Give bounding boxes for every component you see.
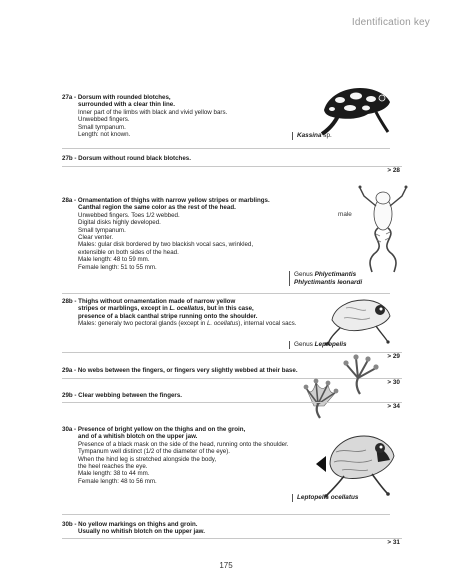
couplet-28b-heading-3: presence of a black canthal stripe running onto the shoulder. xyxy=(78,312,258,320)
couplet-28a-heading-2: Canthal region the same color as the rest of the head. xyxy=(78,204,236,212)
separator-27 xyxy=(62,148,390,149)
page-number: 175 xyxy=(219,561,233,570)
phlyctimantis-caption-genus-line xyxy=(294,271,362,279)
kassina-caption-sp: sp. xyxy=(321,132,332,139)
couplet-27a-line-3: Small tympanum. xyxy=(78,123,126,131)
couplet-30a-line-2: Tympanum well distinct (1/2 of the diameter of the eye). xyxy=(78,448,231,456)
separator-28b xyxy=(62,352,402,353)
separator-29b xyxy=(62,402,402,403)
couplet-29a-heading: 29a - No webs between the fingers, or fingers very slightly webbed at their base. xyxy=(62,367,298,374)
leptopelis-caption-prefix: Genus xyxy=(294,341,315,348)
couplet-28b-next: > 29 xyxy=(387,353,400,360)
couplet-30a-heading-2: and of a whitish blotch on the upper jaw. xyxy=(78,433,198,441)
couplet-28b-heading-2-a: stripes or marblings, except in xyxy=(78,305,168,313)
separator-30 xyxy=(62,514,390,515)
couplet-28b-line-1-b: ), internal vocal sacs. xyxy=(238,320,297,328)
fingers-webbed-illustration xyxy=(298,378,342,420)
leptopelis-caption-genus: Leptopelis xyxy=(314,341,347,348)
couplet-30a-line-1: Presence of a black mask on the side of the head, running onto the shoulder. xyxy=(78,440,289,448)
couplet-30b-heading-1: 30b - No yellow markings on thighs and groin. xyxy=(62,521,198,528)
couplet-28a-line-4: Clear venter. xyxy=(78,234,114,242)
leptopelis-caption xyxy=(289,341,347,349)
couplet-30a-line-3: When the hind leg is stretched alongside the body, xyxy=(78,455,217,463)
running-header: Identification key xyxy=(351,17,430,28)
couplet-27b xyxy=(62,155,362,162)
couplet-28a xyxy=(62,197,362,271)
phlyctimantis-caption-genus: Phlyctimantis xyxy=(314,271,357,278)
couplet-28a-line-5: Males: gular disk bordered by two blackish vocal sacs, wrinkled, xyxy=(78,241,254,249)
phlyctimantis-caption-prefix: Genus xyxy=(294,271,315,278)
kassina-caption xyxy=(292,132,332,140)
couplet-28b-heading-2-italic: L. ocellatus xyxy=(169,305,204,313)
couplet-27b-next: > 28 xyxy=(387,167,400,174)
couplet-30b-heading-2: Usually no whitish blotch on the upper jaw. xyxy=(78,528,205,536)
couplet-27a-line-4: Length: not known. xyxy=(78,131,131,139)
couplet-30b-next: > 31 xyxy=(387,539,400,546)
phlyctimantis-caption-species-line xyxy=(294,279,362,287)
couplet-28b-heading-2-b: , but in this case, xyxy=(203,305,254,313)
couplet-28a-heading-1: 28a - Ornamentation of thighs with narrow yellow stripes or marblings. xyxy=(62,197,270,204)
separator-27b xyxy=(62,166,402,167)
couplet-27a-heading-1: 27a - Dorsum with rounded blotches, xyxy=(62,94,171,101)
couplet-27a-heading-2: surrounded with a clear thin line. xyxy=(78,101,175,109)
phlyctimantis-caption xyxy=(289,271,362,286)
couplet-29a-next: > 30 xyxy=(387,379,400,386)
leptopelis-ocellatus-caption xyxy=(292,494,358,502)
fingers-no-webbing-illustration xyxy=(338,354,382,396)
male-label: male xyxy=(338,211,352,218)
couplet-28a-line-3: Small tympanum. xyxy=(78,226,126,234)
kassina-caption-genus: Kassina xyxy=(297,132,322,139)
leptopelis-ocellatus-illustration xyxy=(316,418,402,498)
couplet-30b xyxy=(62,521,362,536)
couplet-28a-line-6: extensible on both sides of the head. xyxy=(78,248,179,256)
couplet-29b-heading: 29b - Clear webbing between the fingers. xyxy=(62,392,182,399)
kassina-frog-illustration xyxy=(316,76,396,136)
couplet-28a-line-2: Digital disks highly developed. xyxy=(78,219,161,227)
couplet-27a-line-1: Inner part of the limbs with black and vivid yellow bars. xyxy=(78,108,228,116)
couplet-28a-line-8: Female length: 51 to 55 mm. xyxy=(78,263,157,271)
leptopelis-frog-illustration xyxy=(326,290,396,346)
couplet-29a xyxy=(62,367,382,374)
couplet-27a-line-2: Unwebbed fingers. xyxy=(78,116,130,124)
phlyctimantis-frog-illustration xyxy=(358,176,408,276)
couplet-30a-line-4: the heel reaches the eye. xyxy=(78,463,148,471)
separator-30b xyxy=(62,538,402,539)
couplet-28a-line-1: Unwebbed fingers. Toes 1/2 webbed. xyxy=(78,211,180,219)
couplet-30a-line-6: Female length: 48 to 56 mm. xyxy=(78,477,157,485)
phlyctimantis-caption-species: Phlyctimantis leonardi xyxy=(294,278,363,286)
couplet-30a-line-5: Male length: 38 to 44 mm. xyxy=(78,470,150,478)
couplet-27b-heading: 27b - Dorsum without round black blotches. xyxy=(62,155,191,162)
couplet-29b-next: > 34 xyxy=(387,403,400,410)
leptopelis-ocellatus-caption-name: Leptopelis ocellatus xyxy=(297,494,359,501)
couplet-30a-heading-1: 30a - Presence of bright yellow on the thighs and on the groin, xyxy=(62,426,246,433)
couplet-28b-line-1-italic: L. ocellatus xyxy=(206,320,239,328)
couplet-28b-heading-1: 28b - Thighs without ornamentation made of narrow yellow xyxy=(62,298,236,305)
couplet-28b-line-1-a: Males: generaly two pectoral glands (except in xyxy=(78,320,207,328)
couplet-28a-line-7: Male length: 48 to 59 mm. xyxy=(78,256,150,264)
